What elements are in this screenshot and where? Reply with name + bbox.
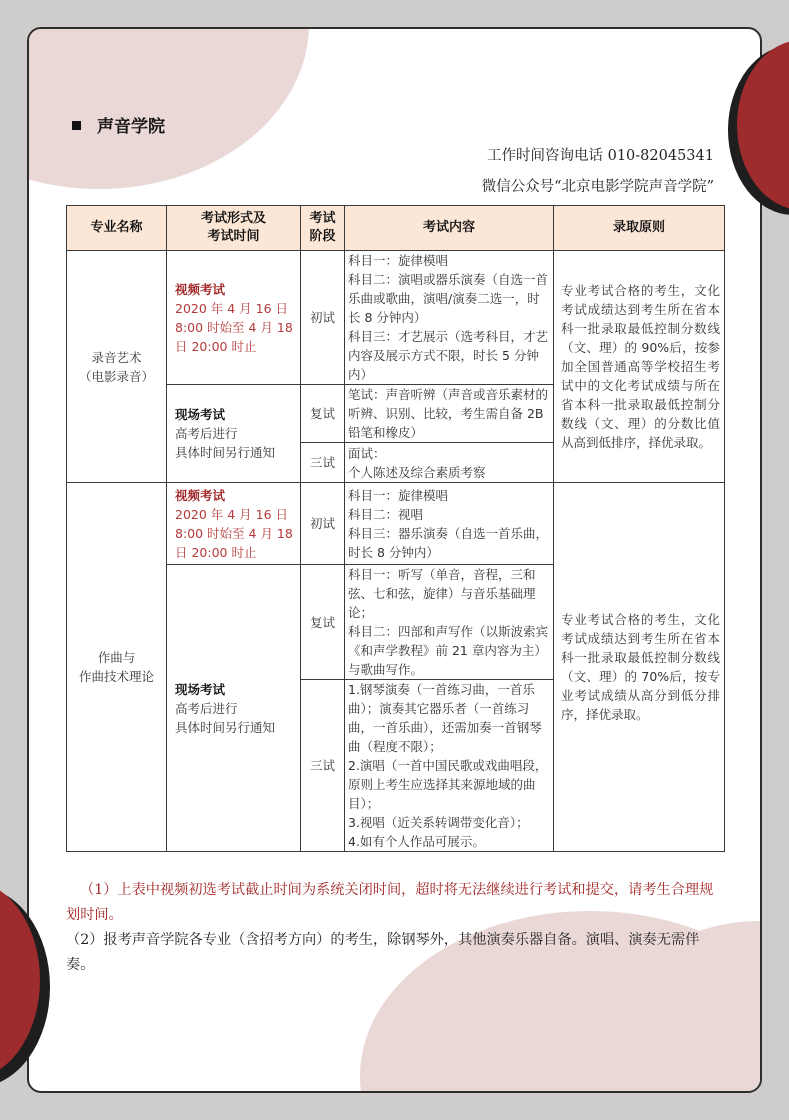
onsite-exam-cell: 现场考试 高考后进行 具体时间另行通知 — [167, 385, 301, 483]
table-header-row — [67, 206, 725, 251]
major-recording: 录音艺术 （电影录音） — [67, 251, 167, 483]
video-exam-cell — [167, 483, 301, 565]
contact-wechat: 微信公众号“北京电影学院声音学院” — [481, 179, 714, 195]
initial-exam-content: 科目一：旋律模唱 科目二：演唱或器乐演奏（自选一首乐曲或歌曲，演唱/演奏二选一，时长 8 分钟内） 科目三：才艺展示（选考科目，才艺内容及展示方式不限，时长 5 分钟内） — [345, 251, 554, 385]
third-exam-content: 1.钢琴演奏（一首练习曲，一首乐曲）；演奏其它器乐者（一首练习曲，一首乐曲），还需加奏一首钢琴曲（程度不限）； 2.演唱（一首中国民歌或戏曲唱段，原则上考生应选择其来源地域的曲目）； 3.视唱（近关系转调带变化音）； 4.如有个人作品可展示。 — [345, 680, 554, 852]
exam-table — [66, 205, 725, 852]
section-heading-text: 声音学院 — [97, 117, 165, 137]
header-principle: 录取原则 — [554, 206, 725, 251]
admission-principle-recording: 专业考试合格的考生，文化考试成绩达到考生所在省本科一批录取最低控制分数线（文、理）的 90%后，按参加全国普通高等学校招生考试中的文化考试成绩与所在省本科一批录取最低控制分数线（文、理）的分数比值从高到低排序，择优录取。 — [554, 251, 725, 483]
onsite-exam-cell: 现场考试 高考后进行 具体时间另行通知 — [167, 565, 301, 852]
video-exam-time: 2020 年 4 月 16 日 8:00 时始至 4 月 18 日 20:00 时止 — [175, 300, 293, 354]
onsite-exam-title: 现场考试 — [175, 681, 226, 697]
stage-third: 三试 — [301, 680, 345, 852]
admission-principle-composition: 专业考试合格的考生，文化考试成绩达到考生所在省本科一批录取最低控制分数线（文、理）的 70%后，按专业考试成绩从高分到低分排序，择优录取。 — [554, 483, 725, 852]
initial-exam-content: 科目一：旋律模唱 科目二：视唱 科目三：器乐演奏（自选一首乐曲，时长 8 分钟内） — [345, 483, 554, 565]
header-format: 考试形式及 考试时间 — [167, 206, 301, 251]
video-exam-time: 2020 年 4 月 16 日 8:00 时始至 4 月 18 日 20:00 时止 — [175, 506, 293, 560]
table-row — [67, 483, 725, 565]
stage-third: 三试 — [301, 443, 345, 483]
stage-initial: 初试 — [301, 251, 345, 385]
note-deadline: （1）上表中视频初选考试截止时间为系统关闭时间，超时将无法继续进行考试和提交，请考生合理规划时间。 — [66, 882, 714, 923]
header-major: 专业名称 — [67, 206, 167, 251]
note-instruments: （2）报考声音学院各专业（含招考方向）的考生，除钢琴外，其他演奏乐器自备。演唱、演奏无需伴奏。 — [66, 931, 700, 973]
notes-section — [66, 878, 726, 978]
section-heading — [72, 112, 165, 137]
video-exam-title: 视频考试 — [175, 281, 226, 297]
second-exam-content: 科目一：听写（单音，音程，三和弦、七和弦，旋律）与音乐基础理论； 科目二：四部和声写作（以斯波索宾《和声学教程》前 21 章内容为主）与歌曲写作。 — [345, 565, 554, 680]
stage-second: 复试 — [301, 565, 345, 680]
video-exam-cell — [167, 251, 301, 385]
header-content: 考试内容 — [345, 206, 554, 251]
header-stage: 考试 阶段 — [301, 206, 345, 251]
stage-second: 复试 — [301, 385, 345, 443]
third-exam-content: 面试： 个人陈述及综合素质考察 — [345, 443, 554, 483]
onsite-exam-title: 现场考试 — [175, 407, 226, 422]
square-bullet-icon — [72, 121, 81, 130]
video-exam-title: 视频考试 — [175, 487, 226, 503]
stage-initial: 初试 — [301, 483, 345, 565]
contact-phone: 工作时间咨询电话 010-82045341 — [487, 148, 714, 164]
table-row — [67, 251, 725, 385]
second-exam-content: 笔试：声音听辨（声音或音乐素材的听辨、识别、比较，考生需自备 2B 铅笔和橡皮） — [345, 385, 554, 443]
major-composition: 作曲与 作曲技术理论 — [67, 483, 167, 852]
